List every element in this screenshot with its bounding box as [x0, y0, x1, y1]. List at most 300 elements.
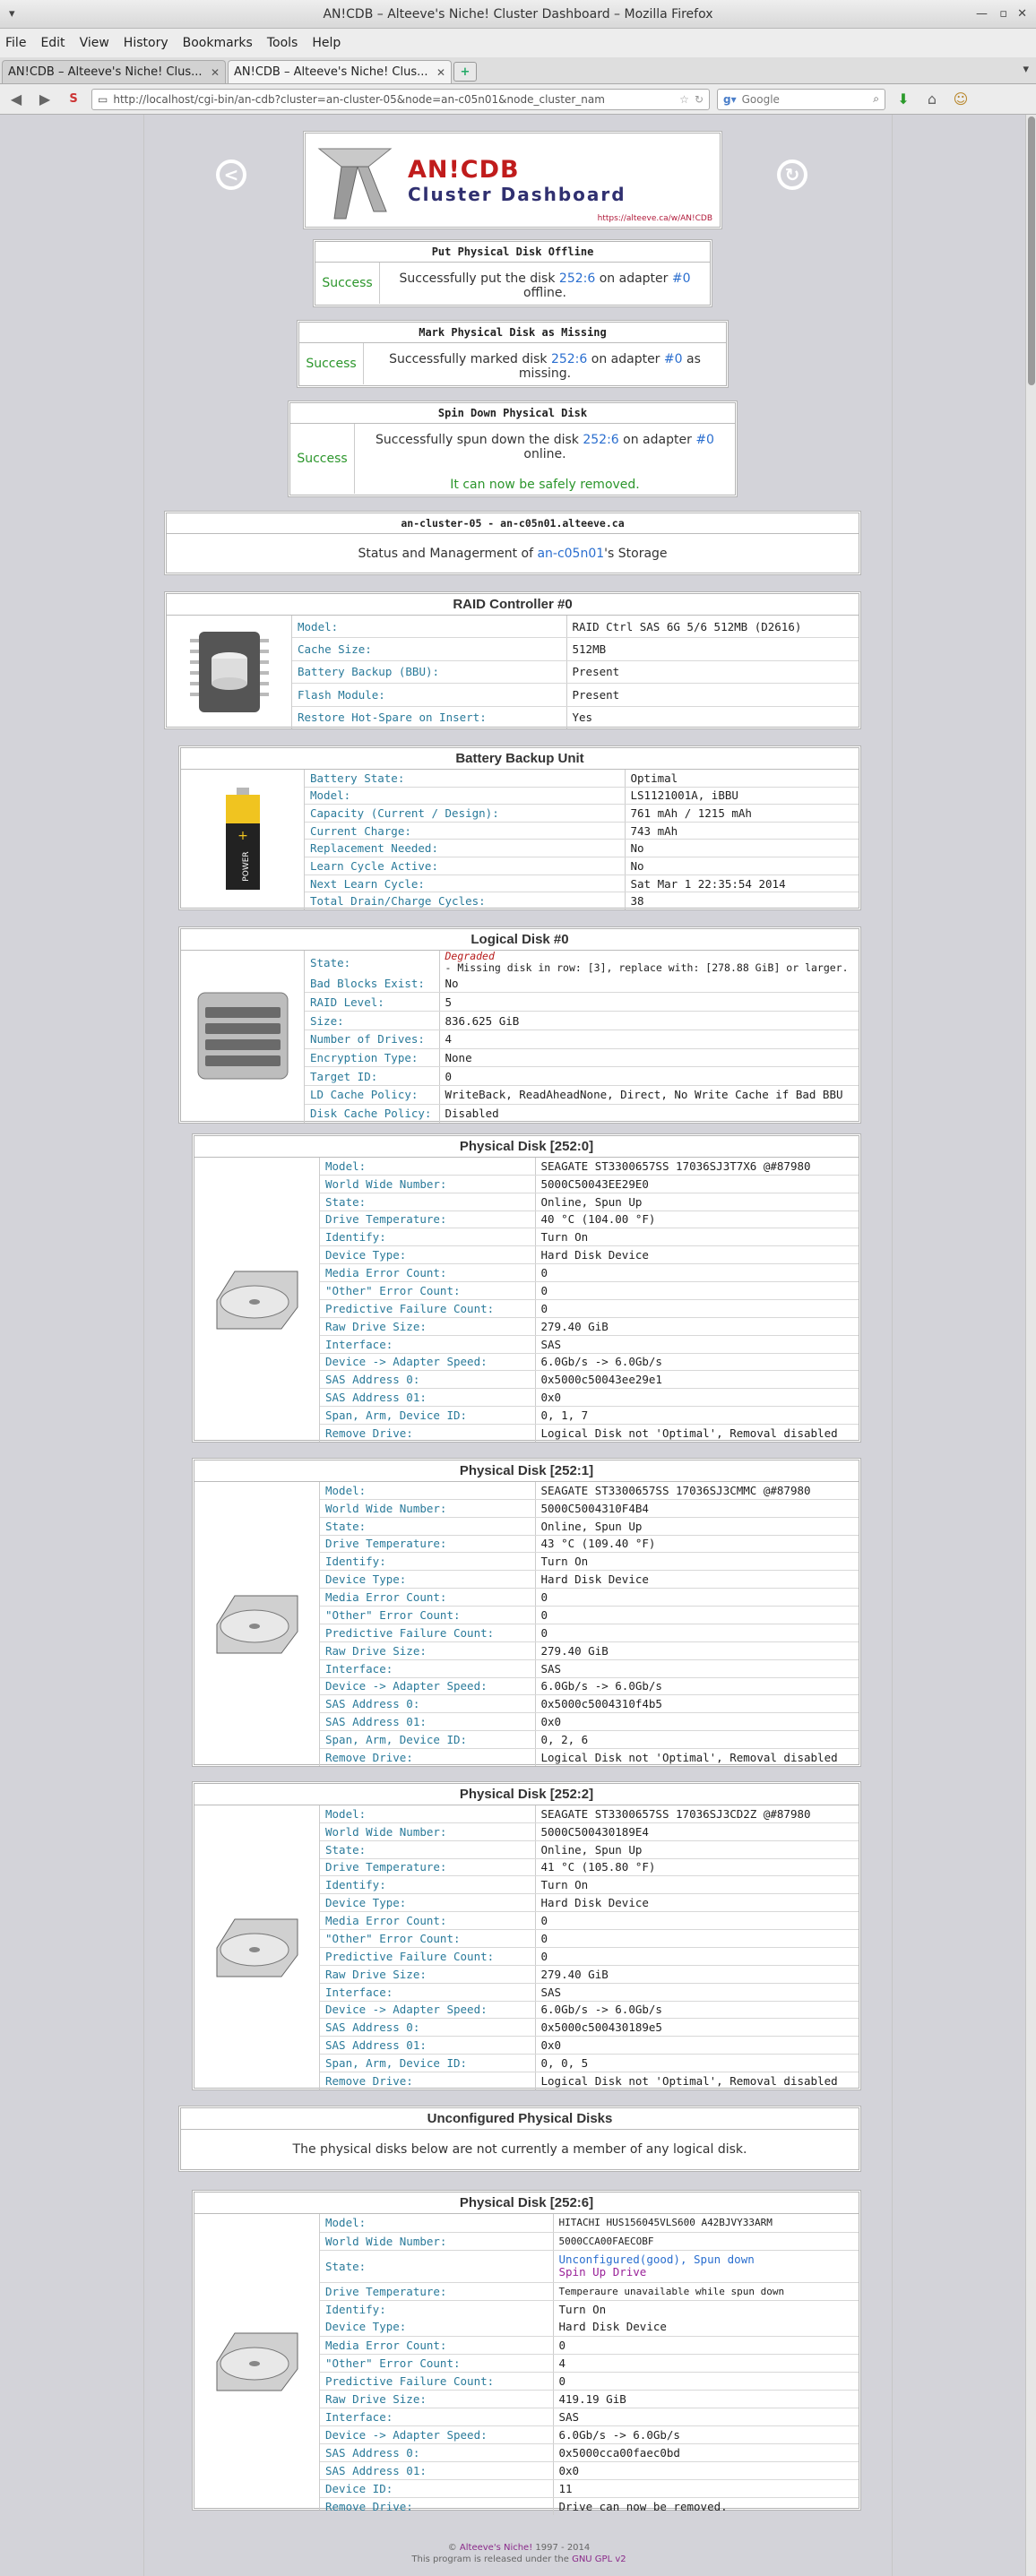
- menu-help[interactable]: Help: [312, 36, 341, 50]
- search-box[interactable]: [717, 89, 885, 110]
- table-row: [305, 805, 859, 823]
- table-row: [292, 660, 859, 684]
- value-cell: Online, Spun Up: [535, 1840, 859, 1858]
- value-cell: 761 mAh / 1215 mAh: [625, 805, 859, 823]
- logo-title: AN!CDB: [408, 155, 520, 184]
- table-row: [320, 2055, 859, 2072]
- key-label: Identify:: [320, 1876, 535, 1894]
- key-label: Span, Arm, Device ID:: [320, 1407, 535, 1425]
- key-label: Span, Arm, Device ID:: [320, 1731, 535, 1749]
- navigation-toolbar: [0, 84, 1036, 115]
- state-value: [439, 951, 859, 974]
- value-cell: Present: [566, 684, 859, 707]
- tab-label: AN!CDB – Alteeve's Niche! Clus...: [234, 65, 428, 79]
- raid-controller-box: [164, 591, 861, 729]
- value-cell: RAID Ctrl SAS 6G 5/6 512MB (D2616): [566, 616, 859, 638]
- value-cell: WriteBack, ReadAheadNone, Direct, No Write Cache if Bad BBU: [439, 1085, 859, 1104]
- tab-list-icon[interactable]: ▾: [1023, 63, 1029, 76]
- logical-disk-box: [178, 926, 861, 1124]
- key-label: Current Charge:: [305, 822, 625, 840]
- value-cell: SAS: [535, 1335, 859, 1353]
- tab-close-icon[interactable]: ✕: [210, 65, 220, 79]
- value-cell: 38: [630, 894, 644, 909]
- value-cell: 0x0: [535, 1389, 859, 1407]
- search-engine-icon[interactable]: g▾: [723, 92, 737, 106]
- value-cell: 279.40 GiB: [535, 1641, 859, 1659]
- value-cell: 836.625 GiB: [439, 1012, 859, 1030]
- value-cell: Online, Spun Up: [535, 1193, 859, 1210]
- search-icon[interactable]: ⌕: [873, 92, 879, 105]
- key-label: State:: [320, 1517, 535, 1535]
- identify-link[interactable]: Turn On: [535, 1228, 859, 1246]
- value-cell: Logical Disk not 'Optimal', Removal disabled: [540, 1426, 838, 1440]
- key-label: State:: [320, 1193, 535, 1210]
- identify-link[interactable]: Turn On: [535, 1553, 859, 1571]
- adapter-link[interactable]: #0: [663, 352, 683, 366]
- spin-up-drive-link[interactable]: Spin Up Drive: [558, 2265, 647, 2279]
- msg-text: as missing.: [518, 352, 701, 381]
- node-subtitle: [167, 534, 859, 561]
- bbu-title: Battery Backup Unit: [181, 748, 859, 770]
- value-cell: 0x0: [535, 2037, 859, 2055]
- table-row: [292, 616, 859, 638]
- key-label: Predictive Failure Count:: [320, 1947, 535, 1965]
- key-label: Drive Temperature:: [320, 1535, 535, 1553]
- value-cell: 419.19 GiB: [553, 2390, 859, 2408]
- value-cell: 0x5000c500430189e5: [535, 2019, 859, 2037]
- key-label: Interface:: [320, 1983, 535, 2001]
- table-row: [320, 2232, 859, 2250]
- table-row: [320, 1282, 859, 1300]
- node-link[interactable]: an-c05n01: [537, 547, 605, 561]
- value-cell: 0: [553, 2372, 859, 2390]
- table-row: [320, 1317, 859, 1335]
- table-row: [320, 2318, 859, 2336]
- result-status: Success: [299, 343, 364, 384]
- value-cell: 0: [535, 1299, 859, 1317]
- key-label: Model:: [320, 1158, 535, 1175]
- key-label: Raw Drive Size:: [320, 2390, 553, 2408]
- key-label: Identify:: [320, 1228, 535, 1246]
- node-header-box: [164, 511, 861, 575]
- unconfigured-box: [178, 2106, 861, 2172]
- disk-link[interactable]: 252:6: [583, 433, 619, 447]
- value-cell: 0: [535, 1589, 859, 1607]
- msg-text: Successfully spun down the disk: [376, 433, 583, 447]
- key-label: LD Cache Policy:: [305, 1085, 439, 1104]
- table-row: [305, 1067, 859, 1086]
- value-cell: 0, 1, 7: [535, 1407, 859, 1425]
- value-cell: 6.0Gb/s -> 6.0Gb/s: [535, 1353, 859, 1371]
- table-row: [305, 1104, 859, 1123]
- value-cell: 0x0: [535, 1713, 859, 1731]
- value-cell: 6.0Gb/s -> 6.0Gb/s: [553, 2425, 859, 2443]
- key-label: Model:: [305, 787, 625, 805]
- key-label: Model:: [320, 1482, 535, 1499]
- physical-disk-title: Physical Disk [252:6]: [194, 2193, 859, 2214]
- logo-url: https://alteeve.ca/w/AN!CDB: [597, 214, 712, 223]
- disk-link[interactable]: 252:6: [558, 271, 596, 286]
- key-label: Raw Drive Size:: [320, 1641, 535, 1659]
- maximize-icon[interactable]: ▫: [999, 7, 1007, 21]
- key-label: Predictive Failure Count:: [320, 2372, 553, 2390]
- value-cell: 279.40 GiB: [535, 1317, 859, 1335]
- key-label: Media Error Count:: [320, 1912, 535, 1930]
- dashboard-page: [143, 115, 893, 2576]
- key-label: World Wide Number:: [320, 1175, 535, 1193]
- result-box-missing: [297, 320, 729, 388]
- table-row: [320, 2282, 859, 2300]
- result-box-offline: [313, 239, 712, 307]
- physical-disk-table: [320, 1805, 859, 2089]
- table-row: [305, 892, 859, 909]
- key-label: Remove Drive:: [320, 2072, 535, 2089]
- key-label: Remove Drive:: [320, 1749, 535, 1766]
- page-icon: ▭: [98, 92, 108, 106]
- value-cell: 0x5000c50043ee29e1: [535, 1371, 859, 1389]
- table-row: [320, 1983, 859, 2001]
- result-title: Put Physical Disk Offline: [315, 242, 710, 263]
- key-label: Number of Drives:: [305, 1030, 439, 1048]
- back-icon[interactable]: <: [216, 159, 246, 190]
- table-row: [305, 1048, 859, 1067]
- key-label: Size:: [305, 1012, 439, 1030]
- value-cell: SEAGATE ST3300657SS 17036SJ3CD2Z @#87980: [535, 1805, 859, 1822]
- result-message: [355, 424, 735, 494]
- value-cell: 6.0Gb/s -> 6.0Gb/s: [535, 2001, 859, 2019]
- table-row: [320, 1607, 859, 1624]
- table-row: [292, 684, 859, 707]
- key-label: SAS Address 0:: [320, 1695, 535, 1713]
- value-cell: 4: [439, 1030, 859, 1048]
- table-row: [320, 1353, 859, 1371]
- physical-disk-title: Physical Disk [252:0]: [194, 1136, 859, 1158]
- result-title: Spin Down Physical Disk: [290, 403, 735, 424]
- bbu-box: [178, 745, 861, 910]
- model-value: HITACHI HUS156045VLS600 A42BJVY33ARM: [553, 2214, 859, 2232]
- key-label: Cache Size:: [292, 638, 566, 661]
- value-cell: SEAGATE ST3300657SS 17036SJ3CMMC @#87980: [535, 1482, 859, 1499]
- key-label: World Wide Number:: [320, 1499, 535, 1517]
- logical-disk-table: [305, 951, 859, 1123]
- value-cell: 5000C50043EE29E0: [535, 1175, 859, 1193]
- key-label: Device Type:: [320, 1246, 535, 1264]
- reload-icon[interactable]: ↻: [694, 92, 704, 106]
- value-cell: Logical Disk not 'Optimal', Removal disabled: [540, 2074, 838, 2088]
- back-arrow-icon[interactable]: ◀: [10, 90, 22, 108]
- state-note: - Missing disk in row: [3], replace with: [278.88 GiB] or larger.: [445, 961, 849, 975]
- msg-text: online.: [523, 447, 566, 461]
- value-cell: 0: [535, 1607, 859, 1624]
- battery-icon: [181, 770, 305, 909]
- vertical-scrollbar[interactable]: [1025, 115, 1036, 2576]
- server-icon: [181, 951, 305, 1123]
- table-row: [320, 1389, 859, 1407]
- table-row: [320, 1894, 859, 1912]
- value-cell: 0: [439, 1067, 859, 1086]
- table-row: [320, 1858, 859, 1876]
- key-label: Drive Temperature:: [320, 1210, 535, 1228]
- key-label: SAS Address 0:: [320, 2019, 535, 2037]
- result-status: Success: [315, 263, 380, 304]
- value-cell: 743 mAh: [625, 822, 859, 840]
- reload-page-icon[interactable]: ↻: [777, 159, 807, 190]
- value-cell: 0: [535, 1947, 859, 1965]
- key-label: Span, Arm, Device ID:: [320, 2055, 535, 2072]
- table-row: [292, 706, 859, 728]
- value-cell: Hard Disk Device: [553, 2318, 859, 2336]
- key-label: Media Error Count:: [320, 2336, 553, 2354]
- adapter-link[interactable]: #0: [671, 271, 691, 286]
- value-cell: 5: [439, 993, 859, 1012]
- table-row: [292, 638, 859, 661]
- table-row: [320, 1624, 859, 1641]
- addon-face-icon[interactable]: ☺: [953, 90, 969, 108]
- value-cell: 5000C5004310F4B4: [535, 1499, 859, 1517]
- result-title: Mark Physical Disk as Missing: [299, 323, 726, 343]
- browser-tab-1[interactable]: [2, 60, 226, 83]
- menu-view[interactable]: View: [79, 36, 109, 50]
- table-row: [320, 1749, 859, 1766]
- state-value: [553, 2250, 859, 2282]
- key-label: Device -> Adapter Speed:: [320, 1353, 535, 1371]
- logo-icon: [315, 140, 395, 220]
- physical-disk-table: [320, 1482, 859, 1766]
- key-label: Device Type:: [320, 1571, 535, 1589]
- close-window-icon[interactable]: ✕: [1017, 7, 1027, 21]
- table-row: [320, 1805, 859, 1822]
- table-row: [320, 1641, 859, 1659]
- table-row: [320, 1677, 859, 1695]
- value-cell: 0: [535, 1624, 859, 1641]
- value-cell: Online, Spun Up: [535, 1517, 859, 1535]
- disk-link[interactable]: 252:6: [550, 352, 588, 366]
- table-row: [305, 1085, 859, 1104]
- value-cell: No: [625, 840, 859, 857]
- key-label: Flash Module:: [292, 684, 566, 707]
- tab-close-icon[interactable]: ✕: [436, 65, 445, 79]
- result-status: Success: [290, 424, 355, 494]
- raid-title: RAID Controller #0: [167, 594, 859, 616]
- key-label: Next Learn Cycle:: [305, 874, 625, 892]
- forward-arrow-icon[interactable]: ▶: [39, 90, 51, 108]
- identify-link[interactable]: Turn On: [535, 1876, 859, 1894]
- menu-history[interactable]: History: [123, 36, 168, 50]
- key-label: Identify:: [320, 2300, 553, 2318]
- table-row: [320, 2443, 859, 2461]
- table-row: [320, 2354, 859, 2372]
- table-row: [305, 1030, 859, 1048]
- key-label: Media Error Count:: [320, 1589, 535, 1607]
- menu-edit[interactable]: Edit: [40, 36, 65, 50]
- table-row: [320, 2372, 859, 2390]
- menu-bookmarks[interactable]: Bookmarks: [182, 36, 253, 50]
- subtitle-text: Status and Managerment of: [358, 547, 538, 561]
- key-label: State:: [320, 2250, 553, 2282]
- msg-text: Successfully marked disk: [389, 352, 551, 366]
- value-cell: 5000C500430189E4: [535, 1822, 859, 1840]
- table-row: [320, 2001, 859, 2019]
- key-label: Target ID:: [305, 1067, 439, 1086]
- key-label: Disk Cache Policy:: [305, 1104, 439, 1123]
- key-label: Identify:: [320, 1553, 535, 1571]
- value-cell: 0x5000cca00faec0bd: [553, 2443, 859, 2461]
- physical-disk-title: Physical Disk [252:1]: [194, 1460, 859, 1482]
- value-cell: 41 °C (105.80 °F): [535, 1858, 859, 1876]
- value-cell: Hard Disk Device: [535, 1246, 859, 1264]
- key-label: Bad Blocks Exist:: [305, 974, 439, 993]
- table-row: [320, 1158, 859, 1175]
- result-box-spindown: [288, 401, 738, 497]
- table-row: [320, 2497, 859, 2515]
- msg-text: on adapter: [618, 433, 696, 447]
- value-cell: No: [625, 857, 859, 875]
- menu-file[interactable]: File: [5, 36, 27, 50]
- tab-strip: [0, 57, 1036, 84]
- value-cell: Optimal: [625, 770, 859, 787]
- table-row: [305, 770, 859, 787]
- table-row: [320, 2390, 859, 2408]
- value-cell: None: [439, 1048, 859, 1067]
- value-cell: 0, 0, 5: [535, 2055, 859, 2072]
- table-row: [305, 822, 859, 840]
- table-row: [320, 1659, 859, 1677]
- new-tab-button[interactable]: +: [453, 62, 477, 82]
- table-row: [320, 1589, 859, 1607]
- value-cell: Yes: [572, 711, 593, 725]
- alteeve-link[interactable]: Alteeve's Niche!: [459, 2543, 533, 2553]
- download-icon[interactable]: ⬇: [897, 90, 910, 108]
- physical-disk-box: [192, 1781, 861, 2090]
- url-bar[interactable]: [91, 89, 710, 110]
- table-row: [320, 1965, 859, 1983]
- table-row: [305, 787, 859, 805]
- result-message: [364, 343, 726, 384]
- table-row: [320, 1731, 859, 1749]
- value-cell: Present: [566, 660, 859, 684]
- table-row: [320, 2461, 859, 2479]
- table-row: [320, 1264, 859, 1282]
- table-row: [320, 1407, 859, 1425]
- key-label: Drive Temperature:: [320, 1858, 535, 1876]
- value-cell: Logical Disk not 'Optimal', Removal disabled: [540, 1751, 838, 1764]
- value-cell: No: [439, 974, 859, 993]
- table-row: [320, 1822, 859, 1840]
- table-row: [320, 1425, 859, 1442]
- page-viewport: [0, 115, 1036, 2576]
- table-row: [305, 857, 859, 875]
- bookmark-star-icon[interactable]: ☆: [679, 92, 689, 106]
- key-label: Battery Backup (BBU):: [292, 660, 566, 684]
- menu-tools[interactable]: Tools: [266, 36, 298, 50]
- state-degraded: Degraded: [445, 951, 495, 963]
- table-row: [320, 1912, 859, 1930]
- state-text: Unconfigured(good), Spun down: [558, 2253, 755, 2266]
- physical-disk-box: [192, 1458, 861, 1767]
- key-label: Model:: [320, 1805, 535, 1822]
- table-row: [320, 1499, 859, 1517]
- window-title: AN!CDB – Alteeve's Niche! Cluster Dashboard – Mozilla Firefox: [323, 6, 713, 22]
- msg-text: on adapter: [587, 352, 664, 366]
- msg-text: on adapter: [595, 271, 672, 286]
- key-label: Interface:: [320, 1335, 535, 1353]
- value-cell: Drive can now be removed.: [558, 2499, 728, 2513]
- table-row: [320, 1210, 859, 1228]
- table-row: [305, 840, 859, 857]
- raid-card-icon: [167, 616, 292, 728]
- table-row: [305, 974, 859, 993]
- addon-icon[interactable]: S: [69, 92, 78, 106]
- unconfigured-title: Unconfigured Physical Disks: [181, 2108, 859, 2130]
- table-row: [320, 1228, 859, 1246]
- value-cell: SAS: [553, 2408, 859, 2425]
- identify-link[interactable]: Turn On: [558, 2302, 607, 2316]
- key-label: SAS Address 0:: [320, 1371, 535, 1389]
- key-label: Raw Drive Size:: [320, 1317, 535, 1335]
- key-label: Total Drain/Charge Cycles:: [305, 892, 625, 909]
- table-row: [320, 1695, 859, 1713]
- unconfigured-text: The physical disks below are not currently a member of any logical disk.: [292, 2142, 747, 2157]
- value-cell: Hard Disk Device: [535, 1571, 859, 1589]
- key-label: Encryption Type:: [305, 1048, 439, 1067]
- license-link[interactable]: GNU GPL v2: [572, 2554, 626, 2564]
- table-row: [320, 2250, 859, 2282]
- key-label: Predictive Failure Count:: [320, 1624, 535, 1641]
- key-label: World Wide Number:: [320, 1822, 535, 1840]
- table-row: [320, 1299, 859, 1317]
- page-footer: [144, 2542, 894, 2565]
- value-cell: 279.40 GiB: [535, 1965, 859, 1983]
- logo-subtitle: Cluster Dashboard: [408, 183, 626, 205]
- key-label: Interface:: [320, 2408, 553, 2425]
- window-menu-icon[interactable]: ▾: [9, 7, 15, 21]
- value-cell: LS1121001A, iBBU: [625, 787, 859, 805]
- physical-disk-title: Physical Disk [252:2]: [194, 1784, 859, 1805]
- node-title: an-cluster-05 - an-c05n01.alteeve.ca: [167, 513, 859, 534]
- window-titlebar: [0, 0, 1036, 29]
- url-text: http://localhost/cgi-bin/an-cdb?cluster=an-cluster-05&node=an-c05n01&node_cluster_nam: [113, 92, 605, 106]
- value-cell: 43 °C (109.40 °F): [535, 1535, 859, 1553]
- key-label: Device -> Adapter Speed:: [320, 2425, 553, 2443]
- value-cell: 4: [553, 2354, 859, 2372]
- key-label: Model:: [320, 2214, 553, 2232]
- result-note: It can now be safely removed.: [450, 478, 640, 492]
- table-row: [320, 1371, 859, 1389]
- table-row: [320, 1517, 859, 1535]
- browser-tab-2[interactable]: [228, 60, 452, 83]
- table-row: [320, 2037, 859, 2055]
- table-row: [320, 2408, 859, 2425]
- value-cell: 0: [535, 1912, 859, 1930]
- adapter-link[interactable]: #0: [695, 433, 714, 447]
- home-icon[interactable]: ⌂: [927, 90, 937, 108]
- wwn-value: 5000CCA00FAECOBF: [553, 2232, 859, 2250]
- scrollbar-thumb[interactable]: [1028, 116, 1035, 385]
- key-label: Device ID:: [320, 2479, 553, 2497]
- footer-license-text: This program is released under the: [411, 2554, 573, 2564]
- key-label: Drive Temperature:: [320, 2282, 553, 2300]
- key-label: Raw Drive Size:: [320, 1965, 535, 1983]
- msg-text: Successfully put the disk: [399, 271, 559, 286]
- value-cell: 11: [553, 2479, 859, 2497]
- minimize-icon[interactable]: —: [976, 7, 988, 21]
- value-cell: Hard Disk Device: [535, 1894, 859, 1912]
- key-label: Remove Drive:: [320, 1425, 535, 1442]
- result-message: [380, 263, 710, 304]
- table-row: [320, 2425, 859, 2443]
- key-label: SAS Address 0:: [320, 2443, 553, 2461]
- value-cell: 0, 2, 6: [535, 1731, 859, 1749]
